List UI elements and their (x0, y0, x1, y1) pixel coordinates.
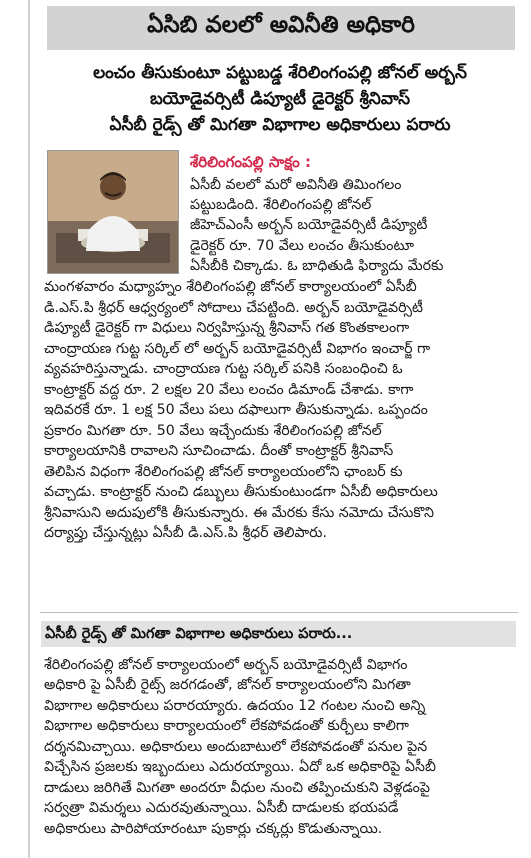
section-line: విభాగాల అధికారులు కార్యాలయంలో లేకపోవడంతో కుర్చీలు కాలిగా (44, 718, 409, 734)
section-line: దర్శనమిచ్చాయి. అధికారులు అందుబాటులో లేకపోవడంతో పనుల పైన (44, 739, 428, 755)
section-line: అధికారులు పారిపోయారంటూ పుకార్లు చక్కర్లు కొడుతున్నాయి. (44, 821, 383, 837)
dateline: శేరిలింగంపల్లి సాక్షం : (190, 153, 311, 171)
article-line: ఏసీబీకి చిక్కాడు. ఓ బాధితుడి ఫిర్యాదు మేరకు (190, 258, 444, 274)
article-line: కార్యాలయానికి రావాలని సూచించాడు. దీంతో కాంట్రాక్టర్ శ్రీనివాస్ (44, 443, 394, 459)
article-line: మంగళవారం మధ్యాహ్నం శేరిలింగంపల్లి జోనల్ కార్యాలయంలో ఏసీబీ (44, 279, 417, 295)
article-line: ప్రకారం మిగతా రూ. 50 వేలు ఇచ్చేందుకు శేరిలింగంపల్లి జోనల్ (44, 423, 382, 439)
section-line: దాడులు జరిగితే మిగతా అందరూ వీధుల నుంచి తప్పించుకుని వెళ్లడంపై (44, 780, 430, 796)
left-margin-rule (28, 0, 30, 858)
headline-line-3: ఏసీబీ రైడ్స్ తో మిగతా విభాగాల అధికారులు పరారు (109, 115, 451, 135)
article-line: డిప్యూటీ డైరెక్టర్ గా విధులు నిర్వహిస్తున్న శ్రీనివాస్ గత కొంతకాలంగా (44, 320, 410, 336)
article-line: జీహెచ్ఎంసీ అర్బన్ బయోడైవర్సిటీ డిప్యూటీ (190, 217, 428, 233)
page-title: ఏసిబి వలలో అవినీతి అధికారి (47, 6, 515, 50)
section-line: సర్వత్రా విమర్శలు ఎదురవుతున్నాయి. ఏసీబీ దాడులకు భయపడే (44, 800, 399, 816)
article-line: చాంద్రాయణ గుట్ట సర్కిల్ లో అర్బన్ బయోడైవర్సిటీ విభాగం ఇంచార్జ్ గా (44, 341, 431, 357)
article-line: పట్టుబడింది. శేరిలింగంపల్లి జోనల్ (190, 197, 372, 213)
article-line: కాంట్రాక్టర్ వద్ద రూ. 2 లక్షల 20 వేలు లంచం డిమాండ్ చేశాడు. కాగా (44, 382, 414, 398)
section-line: శేరిలింగంపల్లి జోనల్ కార్యాలయంలో అర్బన్ బయోడైవర్సిటీ విభాగం (44, 657, 408, 673)
article-line: ఇదివరకే రూ. 1 లక్ష 50 వేలు పలు దఫాలుగా తీసుకున్నాడు. ఒప్పందం (44, 402, 428, 418)
article-line: దర్యాప్తు చేస్తున్నట్లు ఏసీబీ డి.ఎస్.పి శ్రీధర్ తెలిపారు. (44, 525, 327, 541)
section-line: విభాగాల అధికారులు పరారయ్యారు. ఉదయం 12 గంటల నుంచి అన్ని (44, 698, 426, 714)
article-line: ఏసీబీ వలలో మరో అవినీతి తిమింగలం (190, 177, 402, 193)
section-divider (40, 612, 518, 613)
article-line: డి.ఎస్.పి శ్రీధర్ ఆధ్వర్యంలో సోదాలు చేపట్టింది. అర్బన్ బయోడైవర్సిటీ (44, 300, 423, 316)
headline-line-2: బయోడైవర్సిటీ డిప్యూటీ డైరెక్టర్ శ్రీనివాస్ (149, 89, 411, 109)
article-line: శ్రీనివాసుని అదుపులోకి తీసుకున్నారు. ఈ మేరకు కేసు నమోదు చేసుకొని (44, 505, 434, 521)
headline-line-1: లంచం తీసుకుంటూ పట్టుబడ్డ శేరిలింగంపల్లి జోనల్ అర్బన్ (93, 63, 467, 83)
article-line: డైరెక్టర్ రూ. 70 వేలు లంచం తీసుకుంటూ (190, 238, 414, 254)
section-line: విచ్చేసిన ప్రజలకు ఇబ్బందులు ఎదురయ్యాయి. ఏదో ఒక అధికారిపై ఏసీబీ (44, 759, 436, 775)
section-subheading: ఏసీబీ రైడ్స్ తో మిగతా విభాగాల అధికారులు పరారు... (41, 621, 516, 647)
official-photo (47, 150, 179, 274)
article-line: వచ్చాడు. కాంట్రాక్టర్ నుంచి డబ్బులు తీసుకుంటుండగా ఏసీబీ అధికారులు (44, 484, 438, 500)
section-line: అధికారి పై ఏసీబీ రైట్స్ జరగడంతో, జోనల్ కార్యాలయంలోని మిగతా (44, 677, 411, 693)
article-line: వ్యవహరిస్తున్నాడు. చాంద్రాయణ గుట్ట సర్కిల్ పనికి సంబంధించి ఓ (44, 361, 403, 377)
article-line: తెలిపిన విధంగా శేరిలింగంపల్లి జోనల్ కార్యాలయంలోని ఛాంబర్ కు (44, 464, 403, 480)
